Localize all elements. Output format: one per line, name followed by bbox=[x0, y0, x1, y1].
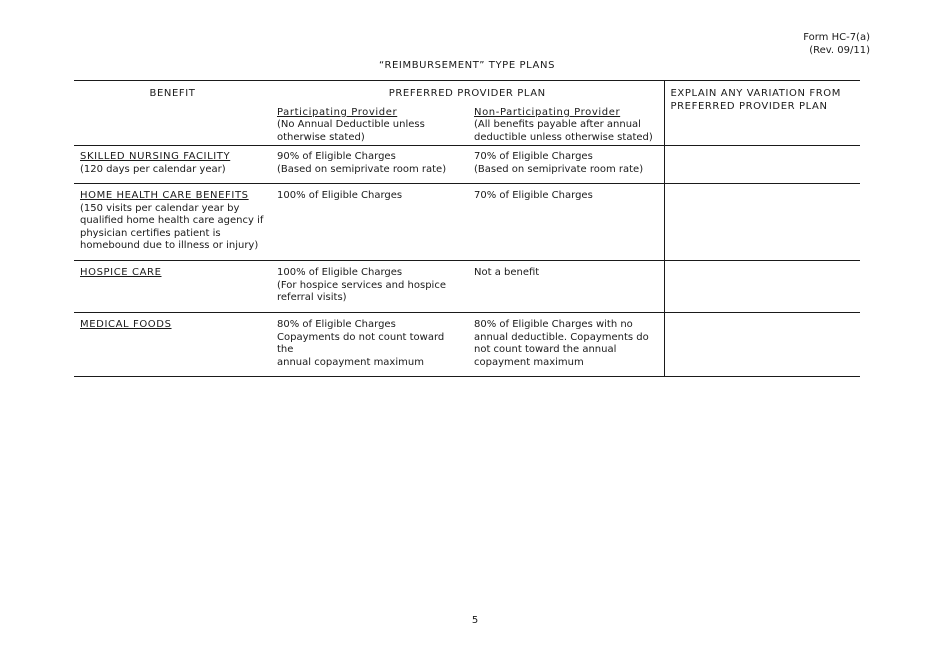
variation-cell bbox=[664, 184, 860, 261]
non-participating-provider-label: Non-Participating Provider bbox=[474, 106, 621, 118]
non-participating-note-line-2: deductible unless otherwise stated) bbox=[474, 131, 653, 143]
benefit-name: SKILLED NURSING FACILITY bbox=[80, 151, 231, 162]
variation-cell bbox=[664, 261, 860, 313]
participating-provider-label: Participating Provider bbox=[277, 106, 398, 118]
participating-note-line-1: (No Annual Deductible unless bbox=[277, 119, 425, 130]
header-benefit: BENEFIT bbox=[74, 81, 271, 101]
header-preferred-provider: PREFERRED PROVIDER PLAN bbox=[271, 81, 664, 101]
participating-note-line-2: otherwise stated) bbox=[277, 131, 365, 143]
benefit-desc-line: physician certifies patient is bbox=[80, 227, 221, 239]
participating-line: 100% of Eligible Charges bbox=[277, 267, 403, 278]
non-participating-cell bbox=[468, 261, 664, 313]
table-row-skilled-nursing bbox=[74, 146, 860, 184]
benefit-desc-line: qualified home health care agency if bbox=[80, 215, 264, 226]
header-explain-line-1: EXPLAIN ANY VARIATION FROM bbox=[670, 88, 841, 99]
benefit-cell bbox=[74, 146, 271, 184]
non-participating-cell bbox=[468, 313, 664, 377]
benefit-name: HOME HEALTH CARE BENEFITS bbox=[80, 190, 249, 201]
participating-line: (For hospice services and hospice bbox=[277, 279, 446, 291]
non-participating-line: copayment maximum bbox=[474, 356, 584, 368]
form-identifier bbox=[670, 31, 870, 57]
form-number: Form HC-7(a) bbox=[803, 32, 870, 43]
participating-line: referral visits) bbox=[277, 292, 347, 303]
participating-cell bbox=[271, 146, 468, 184]
page-number: 5 bbox=[471, 615, 479, 626]
participating-line: (Based on semiprivate room rate) bbox=[277, 163, 447, 175]
participating-line: 90% of Eligible Charges bbox=[277, 151, 396, 162]
benefits-table bbox=[74, 80, 860, 377]
benefit-cell bbox=[74, 261, 271, 313]
participating-cell bbox=[271, 313, 468, 377]
subheader-participating bbox=[271, 101, 468, 146]
benefit-name: HOSPICE CARE bbox=[80, 267, 162, 278]
benefit-cell bbox=[74, 313, 271, 377]
table-header-row bbox=[74, 81, 860, 101]
table-row-medical-foods bbox=[74, 313, 860, 377]
participating-cell bbox=[271, 184, 468, 261]
benefit-desc-line: (150 visits per calendar year by bbox=[80, 202, 240, 214]
subheader-empty bbox=[74, 101, 271, 146]
non-participating-cell bbox=[468, 184, 664, 261]
benefit-cell bbox=[74, 184, 271, 261]
participating-line: Copayments do not count toward the bbox=[277, 331, 445, 355]
non-participating-line: Not a benefit bbox=[474, 267, 540, 278]
subheader-non-participating bbox=[468, 101, 664, 146]
non-participating-line: annual deductible. Copayments do bbox=[474, 331, 649, 343]
participating-cell bbox=[271, 261, 468, 313]
participating-line: 80% of Eligible Charges bbox=[277, 319, 396, 330]
table-row-home-health bbox=[74, 184, 860, 261]
benefit-desc-line: (120 days per calendar year) bbox=[80, 163, 226, 175]
non-participating-line: 70% of Eligible Charges bbox=[474, 151, 593, 162]
non-participating-line: 70% of Eligible Charges bbox=[474, 190, 593, 201]
participating-line: 100% of Eligible Charges bbox=[277, 190, 403, 201]
variation-cell bbox=[664, 313, 860, 377]
variation-cell bbox=[664, 146, 860, 184]
form-revision: (Rev. 09/11) bbox=[809, 45, 870, 56]
participating-line: annual copayment maximum bbox=[277, 356, 424, 368]
benefit-desc-line: homebound due to illness or injury) bbox=[80, 240, 259, 251]
header-explain-line-2: PREFERRED PROVIDER PLAN bbox=[670, 100, 828, 112]
non-participating-line: not count toward the annual bbox=[474, 344, 617, 355]
non-participating-cell bbox=[468, 146, 664, 184]
non-participating-note-line-1: (All benefits payable after annual bbox=[474, 119, 641, 130]
header-explain-variation bbox=[664, 81, 860, 146]
benefit-name: MEDICAL FOODS bbox=[80, 319, 172, 330]
table-row-hospice bbox=[74, 261, 860, 313]
non-participating-line: (Based on semiprivate room rate) bbox=[474, 163, 644, 175]
page-title: “REIMBURSEMENT” TYPE PLANS bbox=[378, 60, 556, 71]
non-participating-line: 80% of Eligible Charges with no bbox=[474, 319, 633, 330]
